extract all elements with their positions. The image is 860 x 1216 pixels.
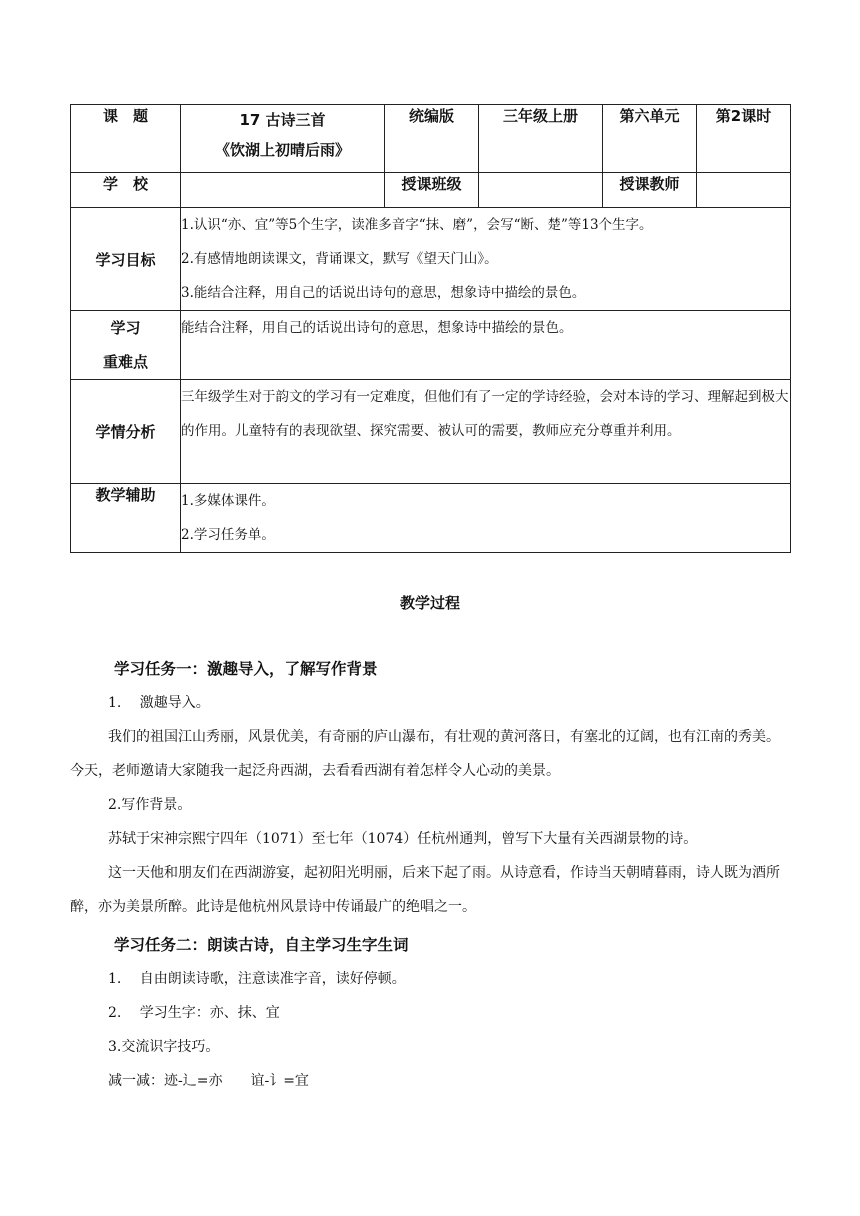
table-row bbox=[71, 173, 791, 208]
goals-content bbox=[181, 208, 791, 311]
key-points-label bbox=[71, 311, 181, 380]
task1-paragraph3: 这一天他和朋友们在西湖游宴，起初阳光明丽，后来下起了雨。从诗意看，作诗当天朝晴暮雨，诗人既为酒所醉，亦为美景所醉。此诗是他杭州风景诗中传诵最广的绝唱之一。 bbox=[70, 865, 780, 915]
class-label: 授课班级 bbox=[385, 173, 479, 208]
goals-label: 学习目标 bbox=[71, 208, 181, 311]
lesson-title-line1: 17 古诗三首 bbox=[239, 111, 326, 129]
table-row bbox=[71, 380, 791, 484]
lesson-title-cell bbox=[181, 105, 385, 173]
aid-item: 2.学习任务单。 bbox=[181, 527, 275, 543]
task1-title: 学习任务一：激趣导入，了解写作背景 bbox=[114, 660, 378, 678]
teacher-value bbox=[697, 173, 791, 208]
table-row bbox=[71, 484, 791, 553]
edition-cell: 统编版 bbox=[385, 105, 479, 173]
process-body bbox=[70, 652, 790, 1098]
lesson-title-line2: 《饮湖上初晴后雨》 bbox=[214, 141, 350, 159]
analysis-label: 学情分析 bbox=[71, 380, 181, 484]
table-row bbox=[71, 105, 791, 173]
task2-title: 学习任务二：朗读古诗，自主学习生字生词 bbox=[114, 936, 409, 954]
school-value bbox=[181, 173, 385, 208]
key-points-content: 能结合注释，用自己的话说出诗句的意思，想象诗中描绘的景色。 bbox=[181, 311, 791, 380]
analysis-content: 三年级学生对于韵文的学习有一定难度，但他们有了一定的学诗经验，会对本诗的学习、理解起到极大的作用。儿童特有的表现欲望、探究需要、被认可的需要，教师应充分尊重并利用。 bbox=[181, 380, 791, 484]
class-value bbox=[479, 173, 603, 208]
lesson-number-cell: 第2课时 bbox=[697, 105, 791, 173]
task1-paragraph1: 我们的祖国江山秀丽，风景优美，有奇丽的庐山瀑布，有壮观的黄河落日，有塞北的辽阔，也有江南的秀美。今天，老师邀请大家随我一起泛舟西湖，去看看西湖有着怎样令人心动的美景。 bbox=[70, 729, 780, 779]
goal-item: 1.认识“亦、宜”等5个生字，读准多音字“抹、磨”，会写“断、楚”等13个生字。 bbox=[181, 217, 653, 233]
key-points-label-line2: 重难点 bbox=[102, 353, 148, 371]
process-title: 教学过程 bbox=[399, 594, 460, 612]
goal-item: 2.有感情地朗读课文，背诵课文，默写《望天门山》。 bbox=[181, 251, 498, 267]
teacher-label: 授课教师 bbox=[603, 173, 697, 208]
aids-label: 教学辅助 bbox=[71, 484, 181, 553]
grade-cell: 三年级上册 bbox=[479, 105, 603, 173]
task1-item2: 2.写作背景。 bbox=[108, 797, 192, 813]
aid-item: 1.多媒体课件。 bbox=[181, 493, 275, 509]
task2-item3: 3.交流识字技巧。 bbox=[108, 1039, 220, 1055]
lesson-plan-table bbox=[70, 104, 791, 553]
goal-item: 3.能结合注释，用自己的话说出诗句的意思，想象诗中描绘的景色。 bbox=[181, 285, 586, 301]
task2-item4: 减一减：迹-辶=亦 谊-讠=宜 bbox=[108, 1073, 309, 1089]
school-label: 学 校 bbox=[71, 173, 181, 208]
title-label: 课 题 bbox=[71, 105, 181, 173]
task1-paragraph2: 苏轼于宋神宗熙宁四年（1071）至七年（1074）任杭州通判，曾写下大量有关西湖景物的诗。 bbox=[108, 831, 698, 847]
aids-content bbox=[181, 484, 791, 553]
task2-item1: 1. 自由朗读诗歌，注意读准字音，读好停顿。 bbox=[108, 971, 406, 987]
table-row bbox=[71, 311, 791, 380]
key-points-label-line1: 学习 bbox=[110, 319, 141, 337]
task1-item1: 1. 激趣导入。 bbox=[108, 695, 210, 711]
task2-item2: 2. 学习生字：亦、抹、宜 bbox=[108, 1005, 280, 1021]
table-row bbox=[71, 208, 791, 311]
unit-cell: 第六单元 bbox=[603, 105, 697, 173]
